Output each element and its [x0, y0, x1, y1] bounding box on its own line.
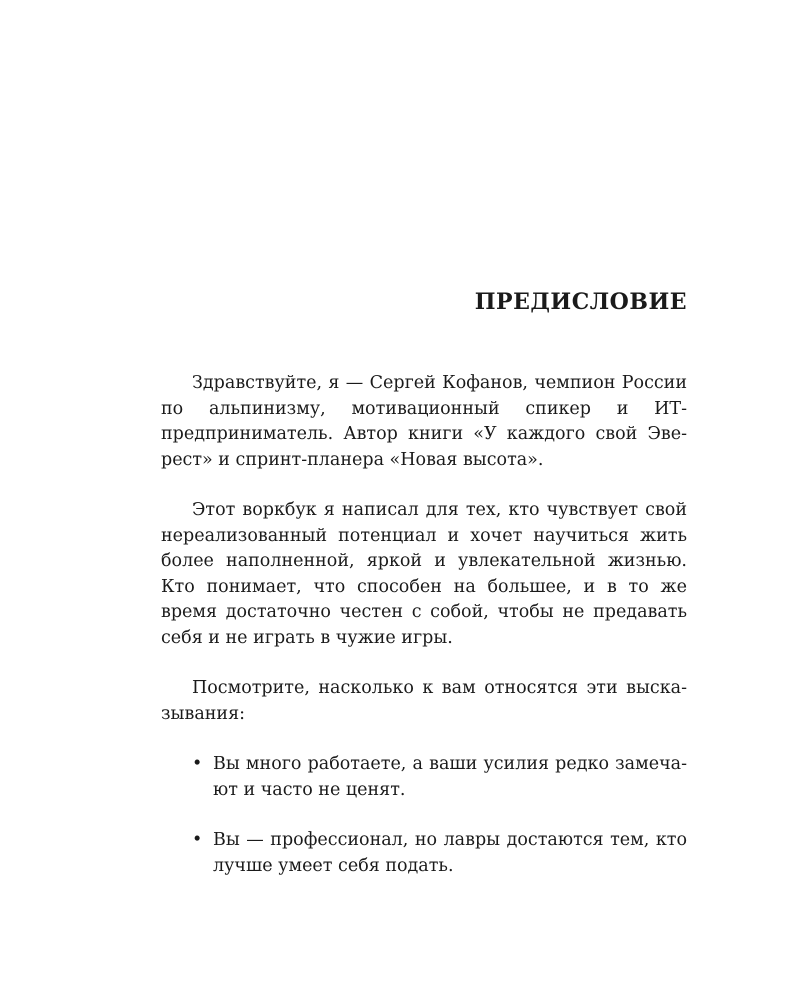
bullet-text: Вы — профессионал, но лавры достаются тем, кто лучше умеет себя подать. — [213, 830, 687, 876]
bullet-icon: • — [192, 754, 203, 774]
paragraph-question: Посмотрите, насколько к вам относятся эти высказывания: — [161, 678, 687, 724]
bullet-icon: • — [192, 830, 203, 850]
paragraph-intro: Здравствуйте, я — Сергей Кофанов, чемпион России по альпинизму, мотивационный спикер и ИТ-предприниматель. Автор книги «У каждого свой Эверест» и спринт-планера «Новая высота». — [161, 373, 687, 470]
paragraph-audience: Этот воркбук я написал для тех, кто чувствует свой нереализованный потенциал и хочет научиться жить более наполненной, яркой и увлекательной жизнью. Кто понимает, что способен на большее, и в то же время достаточно честен с собой, чтобы не предавать себя и не играть в чужие игры. — [161, 500, 687, 648]
bullet-item — [161, 752, 687, 803]
bullet-text: Вы много работаете, а ваши усилия редко замечают и часто не ценят. — [213, 754, 687, 800]
bullet-list — [161, 752, 687, 879]
book-page — [161, 0, 687, 1000]
body-text — [161, 371, 687, 904]
chapter-title: ПРЕДИСЛОВИЕ — [474, 289, 687, 315]
bullet-item — [161, 828, 687, 879]
